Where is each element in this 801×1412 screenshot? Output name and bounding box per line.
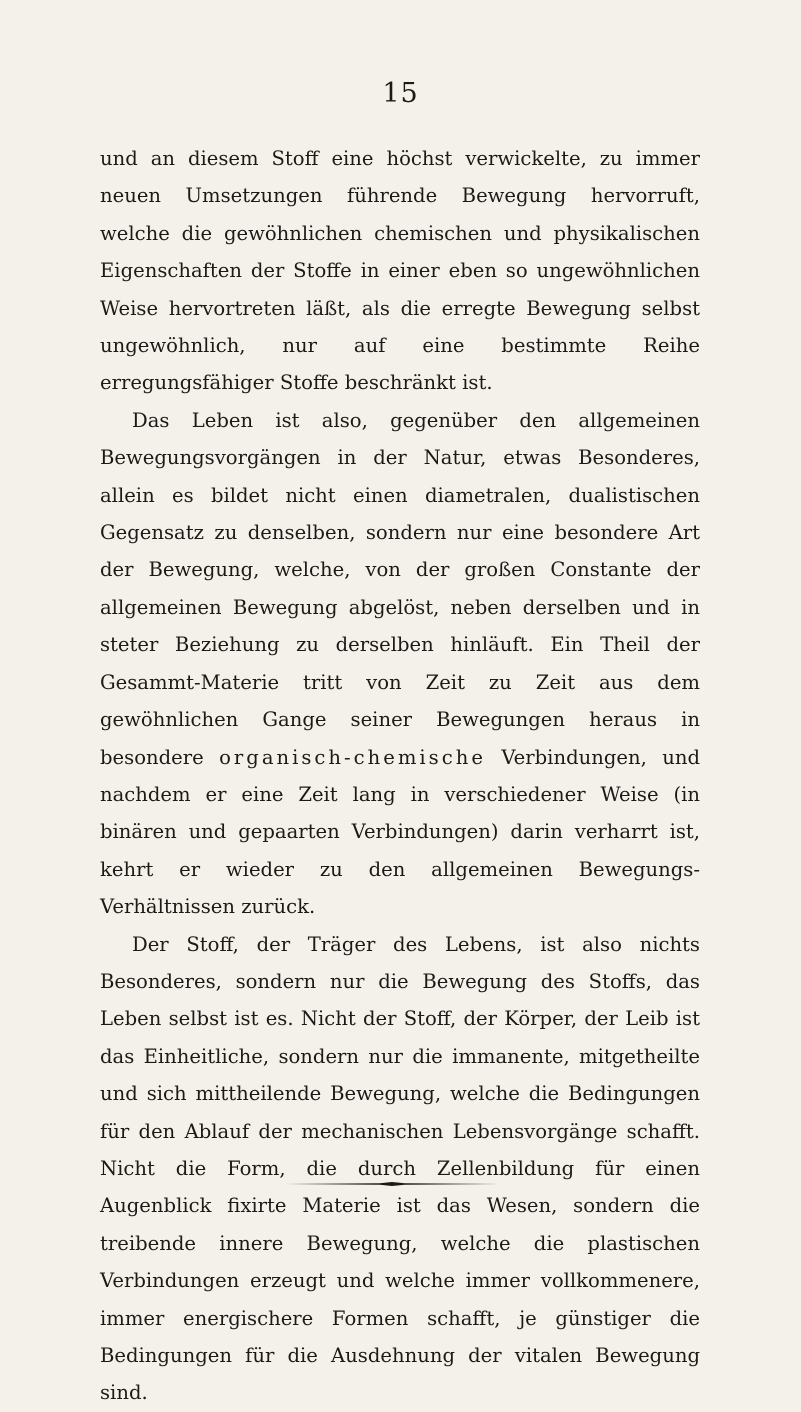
divider-line-icon [285,1181,500,1187]
body-text [100,140,700,1412]
paragraph-3: Der Stoff, der Träger des Lebens, ist also nichts Besonderes, sondern nur die Bewegung des Stoffs, das Leben selbst ist es. Nicht der Stoff, der Körper, der Leib ist das Einheitliche, sondern nur die immanente, mitgetheilte und sich mittheilende Bewegung, welche die Bedingungen für den Ablauf der mechanischen Lebensvorgänge schafft. Nicht die Form, die durch Zellenbildung für einen Augenblick fixirte Materie ist das Wesen, sondern die treibende innere Bewegung, welche die plastischen Verbindungen erzeugt und welche immer vollkommenere, immer energischere Formen schafft, je günstiger die Bedingungen für die Ausdehnung der vitalen Bewegung sind. [100,932,700,1405]
paragraph-1: und an diesem Stoff eine höchst verwickelte, zu immer neuen Umsetzungen führende Bewegung hervorruft, welche die gewöhnlichen chemischen und physikalischen Eigenschaften der Stoffe in einer eben so ungewöhnlichen Weise hervortreten läßt, als die erregte Bewegung selbst ungewöhnlich, nur auf eine bestimmte Reihe erregungsfähiger Stoffe beschränkt ist. [100,147,700,395]
page-number: 15 [382,78,419,109]
paragraph-2 [100,402,700,926]
paragraph-2-text-before: Das Leben ist also, gegenüber den allgemeinen Bewegungsvorgängen in der Natur, etwas Besonderes, allein es bildet nicht einen diametralen, dualistischen Gegensatz zu denselben, sondern nur eine besondere Art der Bewegung, welche, von der großen Constante der allgemeinen Bewegung abgelöst, neben derselben und in steter Beziehung zu derselben hinläuft. Ein Theil der Gesammt-Materie tritt von Zeit zu Zeit aus dem gewöhnlichen Gange seiner Bewegungen heraus in besondere [100,408,700,769]
ornamental-divider [285,1181,500,1187]
paragraph-2-text-after: Verbindungen, und nachdem er eine Zeit lang in verschiedener Weise (in binären und gepaarten Verbindungen) darin verharrt ist, kehrt er wieder zu den allgemeinen Bewegungs-Verhältnissen zurück. [100,745,701,919]
spaced-emphasis-organisch-chemische: organisch-chemische [219,745,486,769]
